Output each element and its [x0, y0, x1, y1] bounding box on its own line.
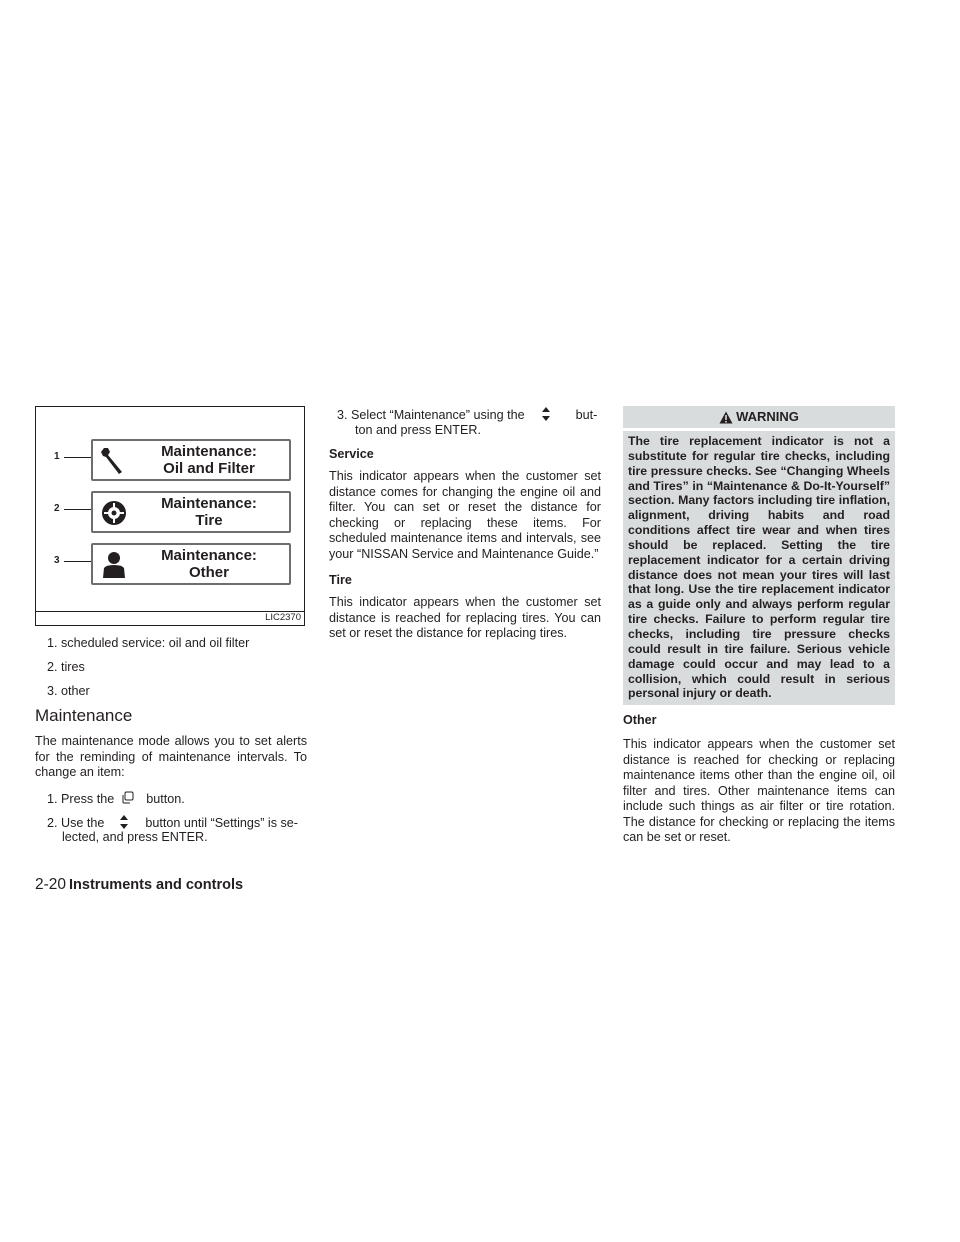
warning-triangle-icon [719, 411, 733, 424]
settings-button-icon [122, 791, 135, 805]
warning-header [623, 406, 895, 428]
up-down-arrow-icon [118, 815, 130, 829]
figure-row-other [36, 541, 306, 591]
legend-item-2: 2. tires [47, 660, 85, 674]
wrench-icon [98, 444, 130, 476]
warning-body [623, 431, 895, 705]
callout-number: 3 [54, 555, 60, 566]
display-box: Maintenance: Tire [91, 491, 291, 533]
figure-row-tire [36, 489, 306, 539]
tire-text: This indicator appears when the customer set distance is reached for replacing tires. You can set or reset the distance for replacing tires. [329, 595, 601, 640]
person-icon [98, 548, 130, 580]
service-heading: Service [329, 447, 374, 461]
figure-row-oil-filter [36, 437, 306, 487]
step-3: 3. Select “Maintenance” using the but- [337, 408, 598, 422]
tire-heading: Tire [329, 573, 352, 587]
maintenance-heading: Maintenance [35, 706, 133, 725]
maintenance-intro: The maintenance mode allows you to set alerts for the reminding of maintenance intervals. To change an item: [35, 734, 307, 779]
legend-item-3: 3. other [47, 684, 90, 698]
figure-code: LIC2370 [265, 612, 301, 623]
service-text: This indicator appears when the customer set distance comes for changing the engine oil and filter. You can set or reset the distance for checking or replacing these items. For scheduled maintenance items and intervals, see your “NISSAN Service and Maintenance Guide.” [329, 469, 601, 561]
section-title: Instruments and controls [69, 877, 244, 893]
step-3-continued: ton and press ENTER. [355, 423, 481, 437]
step-1: 1. Press the button. [47, 792, 185, 806]
other-heading: Other [623, 713, 657, 727]
step-2-continued: lected, and press ENTER. [62, 830, 208, 844]
other-text: This indicator appears when the customer set distance is reached for checking or replacing maintenance items other than the engine oil, oil filter and tires. Other maintenance items can include such things as air filter or tire rotation. The distance for checking or replacing the items can be set or reset. [623, 737, 895, 844]
display-box: Maintenance: Other [91, 543, 291, 585]
display-box: Maintenance: Oil and Filter [91, 439, 291, 481]
step-2: 2. Use the button until “Settings” is se- [47, 816, 299, 830]
callout-number: 2 [54, 503, 60, 514]
up-down-arrow-icon [540, 407, 552, 421]
page-footer [35, 876, 243, 894]
tire-icon [98, 496, 130, 528]
callout-number: 1 [54, 451, 60, 462]
maintenance-figure [35, 406, 305, 626]
legend-item-1: 1. scheduled service: oil and oil filter [47, 636, 250, 650]
page-number: 2-20 [35, 876, 67, 893]
warning-title: WARNING [736, 409, 799, 424]
warning-text: The tire replacement indicator is not a substitute for regular tire checks, including tire pressure checks. See “Changing Wheels and Tires” in “Maintenance & Do-It-Yourself” section. Many factors including tire inflation, alignment, driving habits and road conditions affect tire wear and when tires should be replaced. Setting the tire replacement indicator for a certain driving distance does not mean your tires will last that long. Use the tire replacement indicator as a guide only and always perform regular tire checks. Failure to perform regular tire checks, including tire pressure checks could result in tire failure. Serious vehicle damage could occur and may lead to a collision, which could result in serious personal injury or death. [628, 434, 890, 701]
